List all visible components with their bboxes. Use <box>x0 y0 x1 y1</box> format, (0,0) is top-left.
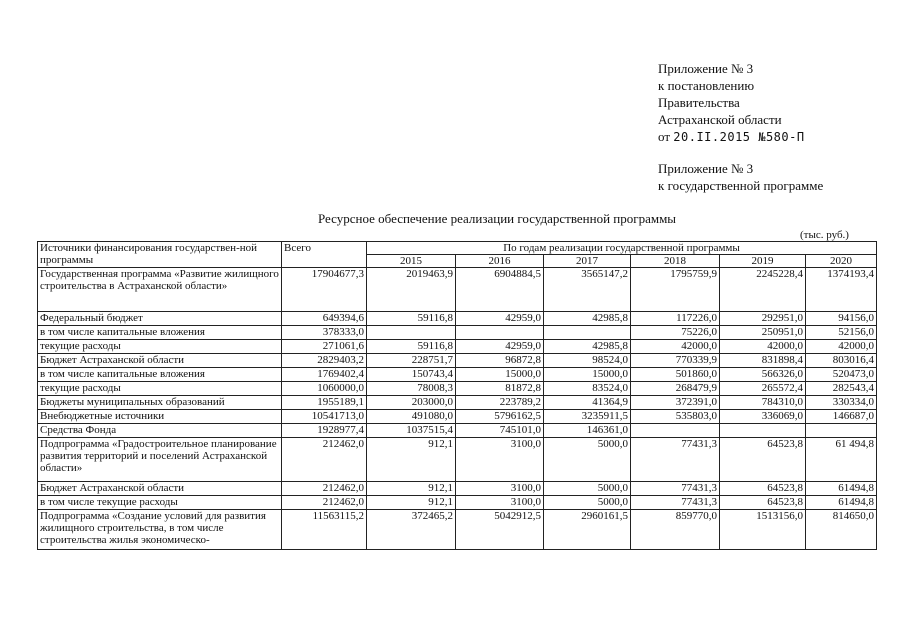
cell-year-2016: 42959,0 <box>456 312 544 326</box>
cell-year-2020: 814650,0 <box>806 510 877 550</box>
table-row <box>38 268 877 312</box>
row-total: 1769402,4 <box>282 368 367 382</box>
row-label: текущие расходы <box>38 340 282 354</box>
table-row <box>38 496 877 510</box>
cell-year-2019: 784310,0 <box>720 396 806 410</box>
row-label: Внебюджетные источники <box>38 410 282 424</box>
row-label: Средства Фонда <box>38 424 282 438</box>
table-row <box>38 438 877 482</box>
cell-year-2016: 15000,0 <box>456 368 544 382</box>
cell-year-2020: 94156,0 <box>806 312 877 326</box>
annex-program-line: Приложение № 3 <box>658 161 754 176</box>
cell-year-2017: 83524,0 <box>544 382 631 396</box>
cell-year-2018: 501860,0 <box>631 368 720 382</box>
cell-year-2018: 77431,3 <box>631 482 720 496</box>
annex-decree-date-line <box>658 128 805 146</box>
table-row <box>38 340 877 354</box>
cell-year-2016: 5796162,5 <box>456 410 544 424</box>
cell-year-2015: 59116,8 <box>367 340 456 354</box>
cell-year-2017: 42985,8 <box>544 340 631 354</box>
cell-year-2020 <box>806 424 877 438</box>
annex-decree-line: Астраханской области <box>658 112 782 127</box>
row-label: Федеральный бюджет <box>38 312 282 326</box>
cell-year-2019: 64523,8 <box>720 496 806 510</box>
table-row <box>38 368 877 382</box>
annex-decree-block <box>658 60 805 146</box>
row-label: Подпрограмма «Градостроительное планирование развития территорий и поселений Астраханской области» <box>38 438 282 482</box>
cell-year-2016: 81872,8 <box>456 382 544 396</box>
cell-year-2019: 250951,0 <box>720 326 806 340</box>
cell-year-2020: 61 494,8 <box>806 438 877 482</box>
row-total: 1955189,1 <box>282 396 367 410</box>
cell-year-2020: 282543,4 <box>806 382 877 396</box>
document-title: Ресурсное обеспечение реализации государственной программы <box>318 211 677 226</box>
cell-year-2017: 2960161,5 <box>544 510 631 550</box>
row-total: 212462,0 <box>282 496 367 510</box>
annex-decree-line: Правительства <box>658 95 740 110</box>
table-row <box>38 510 877 550</box>
cell-year-2015: 372465,2 <box>367 510 456 550</box>
cell-year-2017: 3235911,5 <box>544 410 631 424</box>
cell-year-2018 <box>631 424 720 438</box>
row-total: 1928977,4 <box>282 424 367 438</box>
cell-year-2020: 520473,0 <box>806 368 877 382</box>
cell-year-2018: 117226,0 <box>631 312 720 326</box>
annex-program-block <box>658 160 823 194</box>
cell-year-2015: 150743,4 <box>367 368 456 382</box>
header-years-group: По годам реализации государственной программы <box>367 242 877 255</box>
header-year: 2017 <box>544 255 631 268</box>
row-total: 649394,6 <box>282 312 367 326</box>
cell-year-2020: 146687,0 <box>806 410 877 424</box>
table-row <box>38 382 877 396</box>
cell-year-2015: 912,1 <box>367 482 456 496</box>
cell-year-2016: 42959,0 <box>456 340 544 354</box>
cell-year-2016: 3100,0 <box>456 496 544 510</box>
cell-year-2016: 3100,0 <box>456 438 544 482</box>
cell-year-2015: 912,1 <box>367 496 456 510</box>
cell-year-2019: 265572,4 <box>720 382 806 396</box>
cell-year-2017 <box>544 326 631 340</box>
header-year: 2020 <box>806 255 877 268</box>
header-total: Всего <box>282 242 367 268</box>
table-row <box>38 326 877 340</box>
cell-year-2019: 831898,4 <box>720 354 806 368</box>
row-label: в том числе капитальные вложения <box>38 326 282 340</box>
row-label: текущие расходы <box>38 382 282 396</box>
cell-year-2018: 535803,0 <box>631 410 720 424</box>
cell-year-2018: 770339,9 <box>631 354 720 368</box>
cell-year-2018: 1795759,9 <box>631 268 720 312</box>
table-row <box>38 354 877 368</box>
header-year: 2016 <box>456 255 544 268</box>
row-total: 2829403,2 <box>282 354 367 368</box>
cell-year-2019: 566326,0 <box>720 368 806 382</box>
cell-year-2017: 41364,9 <box>544 396 631 410</box>
cell-year-2018: 372391,0 <box>631 396 720 410</box>
units-note: (тыс. руб.) <box>800 229 849 241</box>
cell-year-2015: 2019463,9 <box>367 268 456 312</box>
cell-year-2016: 745101,0 <box>456 424 544 438</box>
annex-decree-date: 20.II.2015 №580-П <box>673 130 805 144</box>
cell-year-2015: 203000,0 <box>367 396 456 410</box>
resource-table <box>37 241 877 550</box>
cell-year-2016: 5042912,5 <box>456 510 544 550</box>
table-row <box>38 396 877 410</box>
cell-year-2018: 268479,9 <box>631 382 720 396</box>
cell-year-2017: 42985,8 <box>544 312 631 326</box>
cell-year-2019: 336069,0 <box>720 410 806 424</box>
cell-year-2020: 61494,8 <box>806 496 877 510</box>
cell-year-2020: 42000,0 <box>806 340 877 354</box>
cell-year-2015: 228751,7 <box>367 354 456 368</box>
row-label: Подпрограмма «Создание условий для развития жилищного строительства, в том числе строительства жилья экономическо- <box>38 510 282 550</box>
cell-year-2017: 98524,0 <box>544 354 631 368</box>
row-label: Бюджеты муниципальных образований <box>38 396 282 410</box>
cell-year-2016: 96872,8 <box>456 354 544 368</box>
header-year: 2015 <box>367 255 456 268</box>
cell-year-2017: 146361,0 <box>544 424 631 438</box>
cell-year-2018: 859770,0 <box>631 510 720 550</box>
cell-year-2020: 1374193,4 <box>806 268 877 312</box>
annex-decree-date-prefix: от <box>658 129 674 144</box>
cell-year-2015: 491080,0 <box>367 410 456 424</box>
table-row <box>38 410 877 424</box>
cell-year-2015: 1037515,4 <box>367 424 456 438</box>
row-label: Государственная программа «Развитие жилищного строительства в Астраханской области» <box>38 268 282 312</box>
cell-year-2019: 1513156,0 <box>720 510 806 550</box>
row-total: 378333,0 <box>282 326 367 340</box>
header-year: 2019 <box>720 255 806 268</box>
cell-year-2016 <box>456 326 544 340</box>
cell-year-2019: 2245228,4 <box>720 268 806 312</box>
row-label: в том числе текущие расходы <box>38 496 282 510</box>
row-label: в том числе капитальные вложения <box>38 368 282 382</box>
annex-program-line: к государственной программе <box>658 178 824 193</box>
cell-year-2015: 78008,3 <box>367 382 456 396</box>
header-year: 2018 <box>631 255 720 268</box>
cell-year-2018: 75226,0 <box>631 326 720 340</box>
cell-year-2017: 5000,0 <box>544 482 631 496</box>
row-total: 212462,0 <box>282 482 367 496</box>
cell-year-2019: 64523,8 <box>720 438 806 482</box>
cell-year-2019: 42000,0 <box>720 340 806 354</box>
header-source: Источники финансирования государствен-ной программы <box>38 242 282 268</box>
cell-year-2020: 803016,4 <box>806 354 877 368</box>
row-total: 11563115,2 <box>282 510 367 550</box>
row-label: Бюджет Астраханской области <box>38 354 282 368</box>
table-row <box>38 312 877 326</box>
cell-year-2018: 77431,3 <box>631 438 720 482</box>
cell-year-2019: 64523,8 <box>720 482 806 496</box>
row-total: 1060000,0 <box>282 382 367 396</box>
cell-year-2020: 330334,0 <box>806 396 877 410</box>
cell-year-2018: 42000,0 <box>631 340 720 354</box>
cell-year-2017: 15000,0 <box>544 368 631 382</box>
row-total: 212462,0 <box>282 438 367 482</box>
cell-year-2017: 5000,0 <box>544 496 631 510</box>
row-total: 10541713,0 <box>282 410 367 424</box>
cell-year-2015: 59116,8 <box>367 312 456 326</box>
cell-year-2016: 223789,2 <box>456 396 544 410</box>
cell-year-2020: 52156,0 <box>806 326 877 340</box>
cell-year-2017: 5000,0 <box>544 438 631 482</box>
cell-year-2017: 3565147,2 <box>544 268 631 312</box>
cell-year-2020: 61494,8 <box>806 482 877 496</box>
cell-year-2015: 912,1 <box>367 438 456 482</box>
annex-decree-line: к постановлению <box>658 78 755 93</box>
row-label: Бюджет Астраханской области <box>38 482 282 496</box>
table-row <box>38 424 877 438</box>
cell-year-2019: 292951,0 <box>720 312 806 326</box>
row-total: 17904677,3 <box>282 268 367 312</box>
cell-year-2015 <box>367 326 456 340</box>
cell-year-2019 <box>720 424 806 438</box>
row-total: 271061,6 <box>282 340 367 354</box>
table-row <box>38 482 877 496</box>
cell-year-2016: 6904884,5 <box>456 268 544 312</box>
annex-decree-line: Приложение № 3 <box>658 61 754 76</box>
cell-year-2018: 77431,3 <box>631 496 720 510</box>
cell-year-2016: 3100,0 <box>456 482 544 496</box>
